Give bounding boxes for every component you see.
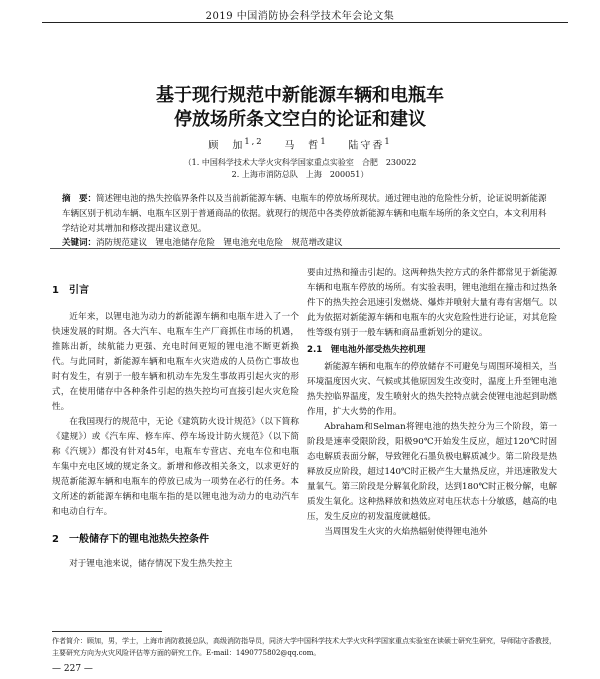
author-2-affil: 1 [320, 136, 328, 146]
author-3-affil: 1 [384, 136, 392, 146]
keywords-label: 关键词： [62, 238, 97, 248]
page-number: — 227 — [52, 664, 93, 674]
affiliation-1: （1. 中国科学技术大学火灾科学国家重点实验室 合肥 230022 [183, 158, 417, 167]
header-rule [42, 22, 568, 23]
footnote-rule [52, 631, 162, 632]
section-1-heading: 1 引言 [52, 285, 89, 296]
abstract [62, 192, 552, 237]
left-column [52, 283, 299, 572]
author-1-affil: 1,2 [244, 136, 264, 146]
section-1-paragraph-1: 近年来，以锂电池为动力的新能源车辆和电瓶车进入了一个快速发展的时期。各大汽车、电瓶车生产厂商抓住市场的机遇，推陈出新，续航能力更强、充电时间更短的锂电池不断更新换代。与此同时，新能源车辆和电瓶车火灾造成的人员伤亡事故也时有发生，有别于一般车辆和机动车先发生事故再引起火灾的形式，在使用储存中各种条件引起的热失控均可直接引起火灾危险性。 [52, 312, 299, 412]
title-line-2: 停放场所条文空白的论证和建议 [174, 109, 426, 130]
section-2-1-paragraph-1: 新能源车辆和电瓶车的停放储存不可避免与周围环境相关，当环境温度因火灾、气候或其他原因发生改变时，温度上升至锂电池热失控临界温度，发生喷射火的热失控特点就会使锂电池起到助燃作用，扩大火势的作用。 [307, 362, 557, 417]
affiliation-2: 2. 上海市消防总队 上海 200051） [231, 170, 369, 179]
author-2: 马 哲 [284, 140, 321, 152]
abstract-divider [50, 248, 560, 249]
section-2-heading: 2 一般储存下的锂电池热失控条件 [52, 534, 209, 545]
author-footnote: 作者简介：顾加，男，学士，上海市消防救援总队，高级消防指导员，同济大学中国科学技术大学火灾科学国家重点实验室在读硕士研究生研究，导师陆守香教授，主要研究方向为火灾风险评估等方面的研究工作。E-mail：1490775802@qq.com。 [52, 637, 556, 657]
title-line-1: 基于现行规范中新能源车辆和电瓶车 [156, 85, 444, 106]
author-3: 陆守香 [348, 140, 385, 152]
section-2-paragraph-1-continued: 要由过热和撞击引起的。这两种热失控方式的条件都常见于新能源车辆和电瓶车停放的场所。有实验表明，锂电池组在撞击和过热条件下的热失控会迅速引发燃烧、爆炸并喷射大量有毒有害烟气。以此为依据对新能源车辆和电瓶车的火灾危险性进行论证，对其危险性等级有别于一般车辆和商品重新划分的建议。 [307, 268, 557, 338]
abstract-label: 摘 要： [62, 194, 97, 204]
section-1-paragraph-2: 在我国现行的规范中，无论《建筑防火设计规范》（以下简称《建规》）或《汽车库、修车库、停车场设计防火规范》（以下简称《汽规》）都没有针对45年，电瓶车专营店、充电车位和电瓶车集中充电区域的规定条文。新增和修改相关条文，以求更好的规范新能源车辆和电瓶车的停放已成为一项势在必行的任务。本文所述的新能源车辆和电瓶车指的是以锂电池为动力的电动汽车和电动自行车。 [52, 417, 299, 517]
paper-title [0, 84, 600, 132]
section-2-paragraph-1: 对于锂电池来说，储存情况下发生热失控主 [69, 559, 233, 569]
author-list [0, 136, 600, 151]
section-2-1-paragraph-3: 当周围发生火灾的火焰热辐射使得锂电池外 [324, 527, 488, 537]
abstract-text: 简述锂电池的热失控临界条件以及当前新能源车辆、电瓶车的停放场所现状。通过锂电池的危险性分析，论证说明新能源车辆区别于机动车辆、电瓶车区别于普通商品的依据。就现行的规范中各类停放新能源车辆和电瓶车场所的条文空白，本文利用科学结论对其增加和修改提出建议意见。 [62, 194, 547, 234]
keywords-text: 消防规范建议 锂电池储存危险 锂电池充电危险 规范增改建议 [96, 238, 343, 248]
author-1: 顾 加 [208, 140, 245, 152]
section-2-1-heading: 2.1 锂电池外部受热失控机理 [307, 345, 426, 355]
right-column [307, 266, 557, 540]
running-head: 2019 中国消防协会科学技术年会论文集 [205, 11, 395, 22]
section-2-1-paragraph-2: Abraham和Selman将锂电池的热失控分为三个阶段，第一阶段是速率受限阶段，阳极90℃开始发生反应，超过120℃时固态电解质表面分解，导致锂化石墨负极电解质减少。第二阶段是热释放反应阶段，超过140℃时正极产生大量热反应，并迅速散发大量氧气。第三阶段是分解氧化阶段，达到180℃时正极分解，电解质发生氧化。这种热释放和热效应对电压状态十分敏感，越高的电压，发生反应的初发温度就越低。 [307, 422, 557, 522]
